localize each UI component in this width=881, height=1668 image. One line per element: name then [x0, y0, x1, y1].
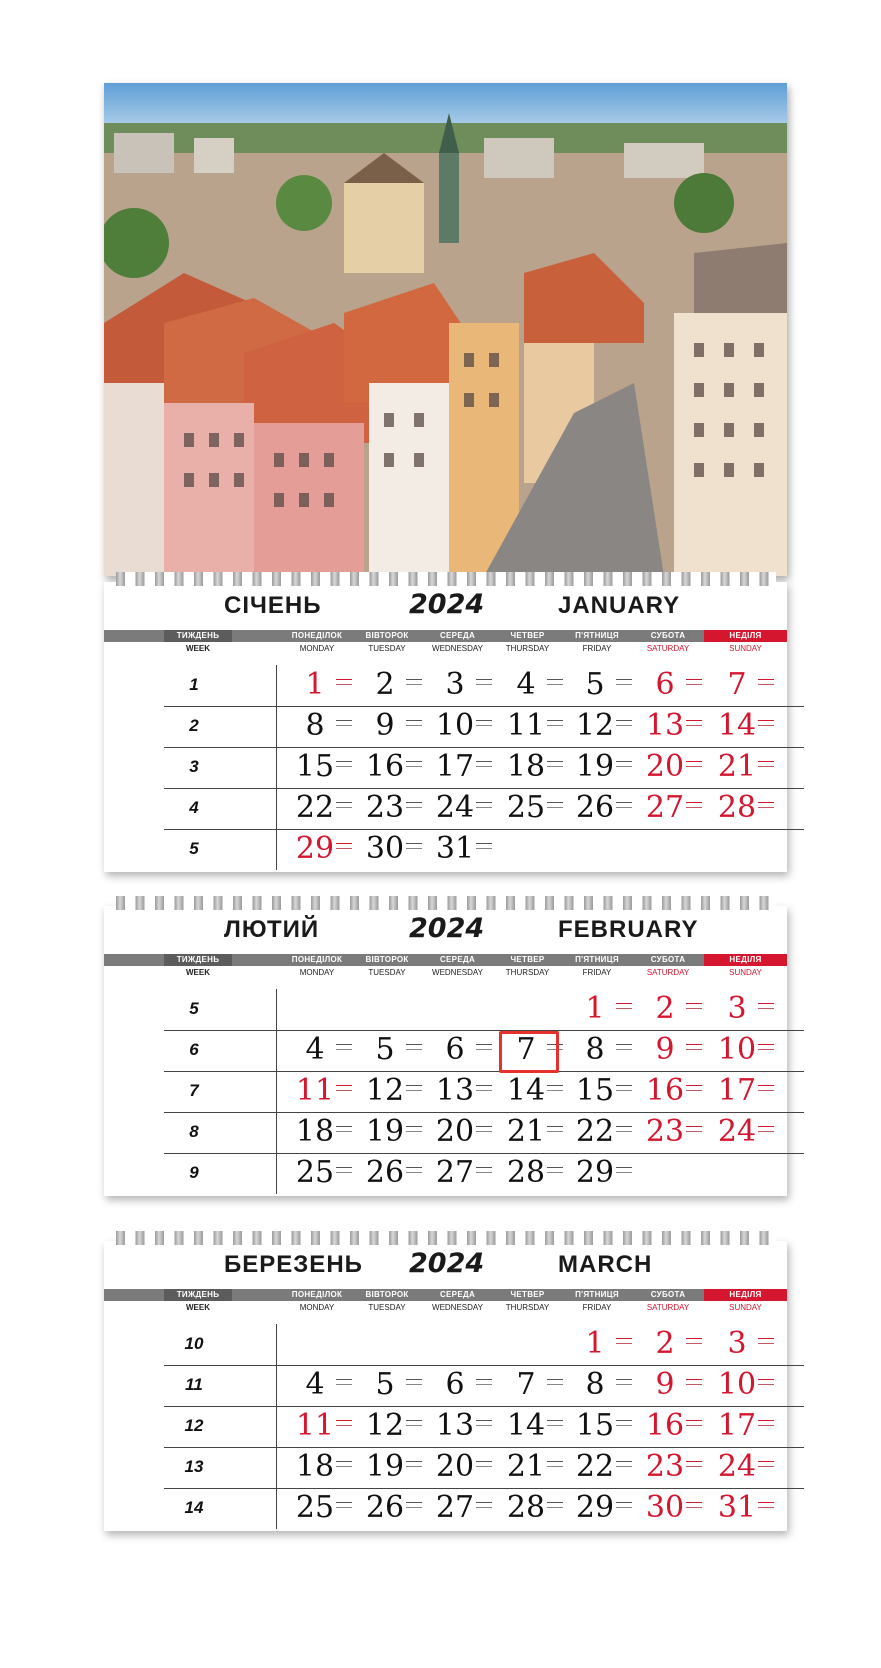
- holiday-note: [547, 1085, 563, 1091]
- day-number: 4: [305, 1367, 325, 1402]
- week-number: 2: [189, 716, 199, 735]
- holiday-note: [547, 1461, 563, 1467]
- weekday-header-ua: СУБОТА: [650, 631, 686, 640]
- day-number: 10: [717, 1367, 757, 1402]
- day-number: 27: [435, 1490, 475, 1525]
- weekday-header-en: WEDNESDAY: [432, 968, 483, 977]
- day-number: 31: [717, 1490, 757, 1525]
- week-column-header: ТИЖДЕНЬ: [164, 630, 232, 642]
- day-number: 28: [717, 790, 757, 825]
- month-panel-january: [104, 582, 787, 872]
- holiday-note: [758, 1461, 774, 1467]
- day-number: 9: [655, 1367, 675, 1402]
- day-number: 11: [295, 1408, 335, 1443]
- holiday-note: [616, 1085, 632, 1091]
- holiday-note: [616, 1167, 632, 1173]
- holiday-note: [406, 1420, 422, 1426]
- weekday-header-en: SUNDAY: [729, 968, 762, 977]
- day-number: 20: [435, 1114, 475, 1149]
- holiday-note: [616, 720, 632, 726]
- day-number: 19: [575, 749, 615, 784]
- holiday-note: [476, 720, 492, 726]
- weekday-header-en: WEDNESDAY: [432, 644, 483, 653]
- weekday-header-en: WEDNESDAY: [432, 1303, 483, 1312]
- day-number: 13: [645, 708, 685, 743]
- city-photo: [104, 83, 787, 576]
- week-number: 14: [184, 1498, 204, 1517]
- weekday-header-en: FRIDAY: [582, 644, 612, 653]
- week-number: 4: [189, 798, 199, 817]
- holiday-note: [547, 1420, 563, 1426]
- holiday-note: [758, 1003, 774, 1009]
- holiday-note: [476, 1420, 492, 1426]
- holiday-note: [616, 1379, 632, 1385]
- day-number: 10: [435, 708, 475, 743]
- holiday-note: [406, 1461, 422, 1467]
- holiday-note: [758, 720, 774, 726]
- holiday-note: [686, 679, 702, 685]
- holiday-note: [406, 1167, 422, 1173]
- holiday-note: [616, 1044, 632, 1050]
- day-number: 11: [506, 708, 546, 743]
- weekday-bar: [104, 1289, 787, 1301]
- day-number: 12: [365, 1073, 405, 1108]
- weekday-header-en: MONDAY: [299, 1303, 335, 1312]
- day-number: 23: [645, 1449, 685, 1484]
- day-number: 31: [435, 831, 475, 866]
- day-number: 28: [506, 1155, 546, 1190]
- holiday-note: [547, 679, 563, 685]
- day-number: 17: [717, 1073, 757, 1108]
- weekday-header-en: MONDAY: [299, 644, 335, 653]
- day-number: 16: [365, 749, 405, 784]
- week-number: 5: [189, 999, 199, 1018]
- day-number: 23: [365, 790, 405, 825]
- holiday-note: [686, 1126, 702, 1132]
- day-number: 2: [375, 667, 395, 702]
- week-divider: [276, 1324, 277, 1529]
- holiday-note: [758, 1044, 774, 1050]
- weekday-header-en: TUESDAY: [368, 1303, 406, 1312]
- day-number: 16: [645, 1073, 685, 1108]
- weekday-header-en: THURSDAY: [505, 1303, 550, 1312]
- day-number: 15: [575, 1073, 615, 1108]
- day-number: 10: [717, 1032, 757, 1067]
- week-number: 3: [189, 757, 199, 776]
- week-number: 8: [189, 1122, 199, 1141]
- holiday-note: [406, 720, 422, 726]
- month-panel-march: [104, 1241, 787, 1531]
- holiday-note: [336, 1502, 352, 1508]
- day-number: 17: [717, 1408, 757, 1443]
- weekday-header-en: SUNDAY: [729, 1303, 762, 1312]
- holiday-note: [616, 802, 632, 808]
- day-number: 3: [727, 1326, 747, 1361]
- weekday-bar: [104, 954, 787, 966]
- day-number: 27: [435, 1155, 475, 1190]
- week-column-subheader: WEEK: [186, 1303, 210, 1312]
- weekday-header-ua: СУБОТА: [650, 1290, 686, 1299]
- holiday-note: [547, 1167, 563, 1173]
- row-divider: [164, 829, 804, 830]
- spiral-binding: [116, 1231, 776, 1245]
- holiday-note: [616, 1461, 632, 1467]
- holiday-note: [686, 1003, 702, 1009]
- holiday-note: [547, 802, 563, 808]
- row-divider: [164, 747, 804, 748]
- day-number: 2: [655, 1326, 675, 1361]
- row-divider: [164, 1406, 804, 1407]
- holiday-note: [758, 1338, 774, 1344]
- holiday-note: [406, 843, 422, 849]
- holiday-note: [406, 1379, 422, 1385]
- holiday-note: [686, 1044, 702, 1050]
- day-number: 26: [575, 790, 615, 825]
- holiday-note: [476, 843, 492, 849]
- holiday-note: [758, 1379, 774, 1385]
- day-number: 18: [506, 749, 546, 784]
- day-number: 26: [365, 1490, 405, 1525]
- holiday-note: [476, 1379, 492, 1385]
- year: 2024: [409, 1248, 485, 1279]
- week-column-header: ТИЖДЕНЬ: [164, 1289, 232, 1301]
- holiday-note: [758, 1126, 774, 1132]
- holiday-note: [336, 843, 352, 849]
- week-number: 1: [189, 675, 199, 694]
- row-divider: [164, 1112, 804, 1113]
- current-day-highlight: [499, 1031, 559, 1073]
- row-divider: [164, 1488, 804, 1489]
- holiday-note: [616, 1420, 632, 1426]
- week-number: 10: [184, 1334, 204, 1353]
- day-number: 12: [575, 708, 615, 743]
- holiday-note: [406, 761, 422, 767]
- day-number: 14: [506, 1408, 546, 1443]
- holiday-note: [476, 1461, 492, 1467]
- weekday-header-en: SATURDAY: [646, 968, 690, 977]
- weekday-header-en: MONDAY: [299, 968, 335, 977]
- weekday-header-ua: ЧЕТВЕР: [510, 1290, 545, 1299]
- weekday-header-ua: П'ЯТНИЦЯ: [575, 955, 619, 964]
- holiday-note: [336, 1167, 352, 1173]
- holiday-note: [758, 1502, 774, 1508]
- day-number: 1: [585, 991, 605, 1026]
- holiday-note: [616, 1502, 632, 1508]
- week-number: 6: [189, 1040, 199, 1059]
- day-number: 8: [585, 1032, 605, 1067]
- holiday-note: [336, 1085, 352, 1091]
- row-divider: [164, 1153, 804, 1154]
- weekday-header-ua: ПОНЕДІЛОК: [291, 631, 343, 640]
- month-name-ua: СІЧЕНЬ: [224, 592, 322, 619]
- week-number: 12: [184, 1416, 204, 1435]
- holiday-note: [616, 1338, 632, 1344]
- weekday-header-ua: СЕРЕДА: [439, 1290, 476, 1299]
- row-divider: [164, 1365, 804, 1366]
- weekday-header-ua: ВІВТОРОК: [365, 1290, 409, 1299]
- year: 2024: [409, 913, 485, 944]
- holiday-note: [758, 1420, 774, 1426]
- day-number: 24: [717, 1449, 757, 1484]
- day-number: 3: [445, 667, 465, 702]
- day-number: 21: [506, 1449, 546, 1484]
- holiday-note: [476, 679, 492, 685]
- day-number: 22: [575, 1114, 615, 1149]
- holiday-note: [616, 1003, 632, 1009]
- holiday-note: [406, 1085, 422, 1091]
- day-number: 14: [506, 1073, 546, 1108]
- day-number: 1: [305, 667, 325, 702]
- holiday-note: [758, 1085, 774, 1091]
- day-number: 5: [375, 1367, 395, 1402]
- row-divider: [164, 1447, 804, 1448]
- day-number: 1: [585, 1326, 605, 1361]
- week-column-subheader: WEEK: [186, 644, 210, 653]
- day-number: 30: [645, 1490, 685, 1525]
- weekday-bar: [104, 630, 787, 642]
- week-number: 9: [189, 1163, 199, 1182]
- day-number: 9: [655, 1032, 675, 1067]
- day-number: 24: [435, 790, 475, 825]
- day-number: 29: [575, 1155, 615, 1190]
- day-number: 13: [435, 1408, 475, 1443]
- weekday-header-ua: СЕРЕДА: [439, 955, 476, 964]
- month-name-en: MARCH: [558, 1251, 653, 1278]
- day-number: 11: [295, 1073, 335, 1108]
- day-number: 12: [365, 1408, 405, 1443]
- day-number: 22: [295, 790, 335, 825]
- day-number: 29: [295, 831, 335, 866]
- holiday-note: [686, 1420, 702, 1426]
- day-number: 7: [516, 1032, 536, 1067]
- weekday-header-ua: П'ЯТНИЦЯ: [575, 1290, 619, 1299]
- holiday-note: [406, 802, 422, 808]
- row-divider: [164, 788, 804, 789]
- holiday-note: [686, 720, 702, 726]
- weekday-header-ua: ПОНЕДІЛОК: [291, 1290, 343, 1299]
- month-name-en: JANUARY: [558, 592, 681, 619]
- day-number: 2: [655, 991, 675, 1026]
- holiday-note: [616, 761, 632, 767]
- week-number: 5: [189, 839, 199, 858]
- weekday-header-en: SATURDAY: [646, 644, 690, 653]
- holiday-note: [547, 720, 563, 726]
- week-divider: [276, 665, 277, 870]
- holiday-note: [686, 1379, 702, 1385]
- day-number: 27: [645, 790, 685, 825]
- day-number: 6: [445, 1032, 465, 1067]
- holiday-note: [686, 761, 702, 767]
- holiday-note: [336, 679, 352, 685]
- day-number: 6: [445, 1367, 465, 1402]
- week-column-header: ТИЖДЕНЬ: [164, 954, 232, 966]
- holiday-note: [476, 761, 492, 767]
- holiday-note: [336, 1379, 352, 1385]
- holiday-note: [547, 761, 563, 767]
- holiday-note: [686, 1085, 702, 1091]
- holiday-note: [686, 1338, 702, 1344]
- holiday-note: [336, 1044, 352, 1050]
- holiday-note: [547, 1126, 563, 1132]
- spiral-binding: [116, 572, 776, 586]
- day-number: 7: [516, 1367, 536, 1402]
- row-divider: [164, 706, 804, 707]
- weekday-header-ua: ВІВТОРОК: [365, 631, 409, 640]
- day-number: 28: [506, 1490, 546, 1525]
- day-number: 21: [506, 1114, 546, 1149]
- month-name-en: FEBRUARY: [558, 916, 699, 943]
- day-number: 22: [575, 1449, 615, 1484]
- holiday-note: [616, 1126, 632, 1132]
- holiday-note: [547, 1379, 563, 1385]
- holiday-note: [406, 1126, 422, 1132]
- weekday-header-en: SUNDAY: [729, 644, 762, 653]
- week-number: 11: [185, 1375, 203, 1394]
- holiday-note: [336, 720, 352, 726]
- day-number: 8: [305, 708, 325, 743]
- holiday-note: [616, 679, 632, 685]
- weekday-header-ua: СЕРЕДА: [439, 631, 476, 640]
- month-name-ua: ЛЮТИЙ: [224, 916, 320, 943]
- holiday-note: [336, 1126, 352, 1132]
- holiday-note: [406, 679, 422, 685]
- day-number: 16: [645, 1408, 685, 1443]
- week-number: 13: [184, 1457, 204, 1476]
- day-number: 29: [575, 1490, 615, 1525]
- holiday-note: [336, 761, 352, 767]
- day-number: 24: [717, 1114, 757, 1149]
- weekday-header-en: TUESDAY: [368, 968, 406, 977]
- day-number: 26: [365, 1155, 405, 1190]
- holiday-note: [686, 1461, 702, 1467]
- weekday-header-ua: НЕДІЛЯ: [704, 630, 787, 642]
- weekday-header-en: TUESDAY: [368, 644, 406, 653]
- day-number: 7: [727, 667, 747, 702]
- weekday-header-ua: НЕДІЛЯ: [704, 1289, 787, 1301]
- day-number: 25: [506, 790, 546, 825]
- day-number: 19: [365, 1114, 405, 1149]
- holiday-note: [476, 1502, 492, 1508]
- holiday-note: [686, 802, 702, 808]
- day-number: 20: [645, 749, 685, 784]
- day-number: 15: [575, 1408, 615, 1443]
- weekday-header-ua: ПОНЕДІЛОК: [291, 955, 343, 964]
- week-column-subheader: WEEK: [186, 968, 210, 977]
- day-number: 18: [295, 1114, 335, 1149]
- day-number: 30: [365, 831, 405, 866]
- weekday-header-en: SATURDAY: [646, 1303, 690, 1312]
- weekday-header-ua: СУБОТА: [650, 955, 686, 964]
- holiday-note: [758, 679, 774, 685]
- day-number: 25: [295, 1155, 335, 1190]
- day-number: 8: [585, 1367, 605, 1402]
- year: 2024: [409, 589, 485, 620]
- day-number: 5: [585, 667, 605, 702]
- weekday-header-en: FRIDAY: [582, 1303, 612, 1312]
- day-number: 18: [295, 1449, 335, 1484]
- holiday-note: [476, 1167, 492, 1173]
- weekday-header-en: FRIDAY: [582, 968, 612, 977]
- row-divider: [164, 1071, 804, 1072]
- day-number: 17: [435, 749, 475, 784]
- month-name-ua: БЕРЕЗЕНЬ: [224, 1251, 363, 1278]
- holiday-note: [476, 802, 492, 808]
- holiday-note: [336, 802, 352, 808]
- day-number: 25: [295, 1490, 335, 1525]
- day-number: 21: [717, 749, 757, 784]
- holiday-note: [758, 761, 774, 767]
- holiday-note: [476, 1044, 492, 1050]
- holiday-note: [336, 1461, 352, 1467]
- weekday-header-ua: ЧЕТВЕР: [510, 955, 545, 964]
- holiday-note: [476, 1085, 492, 1091]
- holiday-note: [758, 802, 774, 808]
- month-panel-february: [104, 906, 787, 1196]
- holiday-note: [547, 1502, 563, 1508]
- day-number: 9: [375, 708, 395, 743]
- holiday-note: [406, 1044, 422, 1050]
- day-number: 20: [435, 1449, 475, 1484]
- holiday-note: [686, 1502, 702, 1508]
- holiday-note: [406, 1502, 422, 1508]
- weekday-header-ua: П'ЯТНИЦЯ: [575, 631, 619, 640]
- holiday-note: [336, 1420, 352, 1426]
- day-number: 15: [295, 749, 335, 784]
- weekday-header-ua: ВІВТОРОК: [365, 955, 409, 964]
- spiral-binding: [116, 896, 776, 910]
- day-number: 4: [516, 667, 536, 702]
- day-number: 4: [305, 1032, 325, 1067]
- weekday-header-en: THURSDAY: [505, 968, 550, 977]
- day-number: 13: [435, 1073, 475, 1108]
- day-number: 19: [365, 1449, 405, 1484]
- week-divider: [276, 989, 277, 1194]
- day-number: 5: [375, 1032, 395, 1067]
- holiday-note: [476, 1126, 492, 1132]
- day-number: 23: [645, 1114, 685, 1149]
- day-number: 14: [717, 708, 757, 743]
- row-divider: [164, 1030, 804, 1031]
- weekday-header-ua: НЕДІЛЯ: [704, 954, 787, 966]
- week-number: 7: [189, 1081, 199, 1100]
- weekday-header-en: THURSDAY: [505, 644, 550, 653]
- day-number: 6: [655, 667, 675, 702]
- weekday-header-ua: ЧЕТВЕР: [510, 631, 545, 640]
- day-number: 3: [727, 991, 747, 1026]
